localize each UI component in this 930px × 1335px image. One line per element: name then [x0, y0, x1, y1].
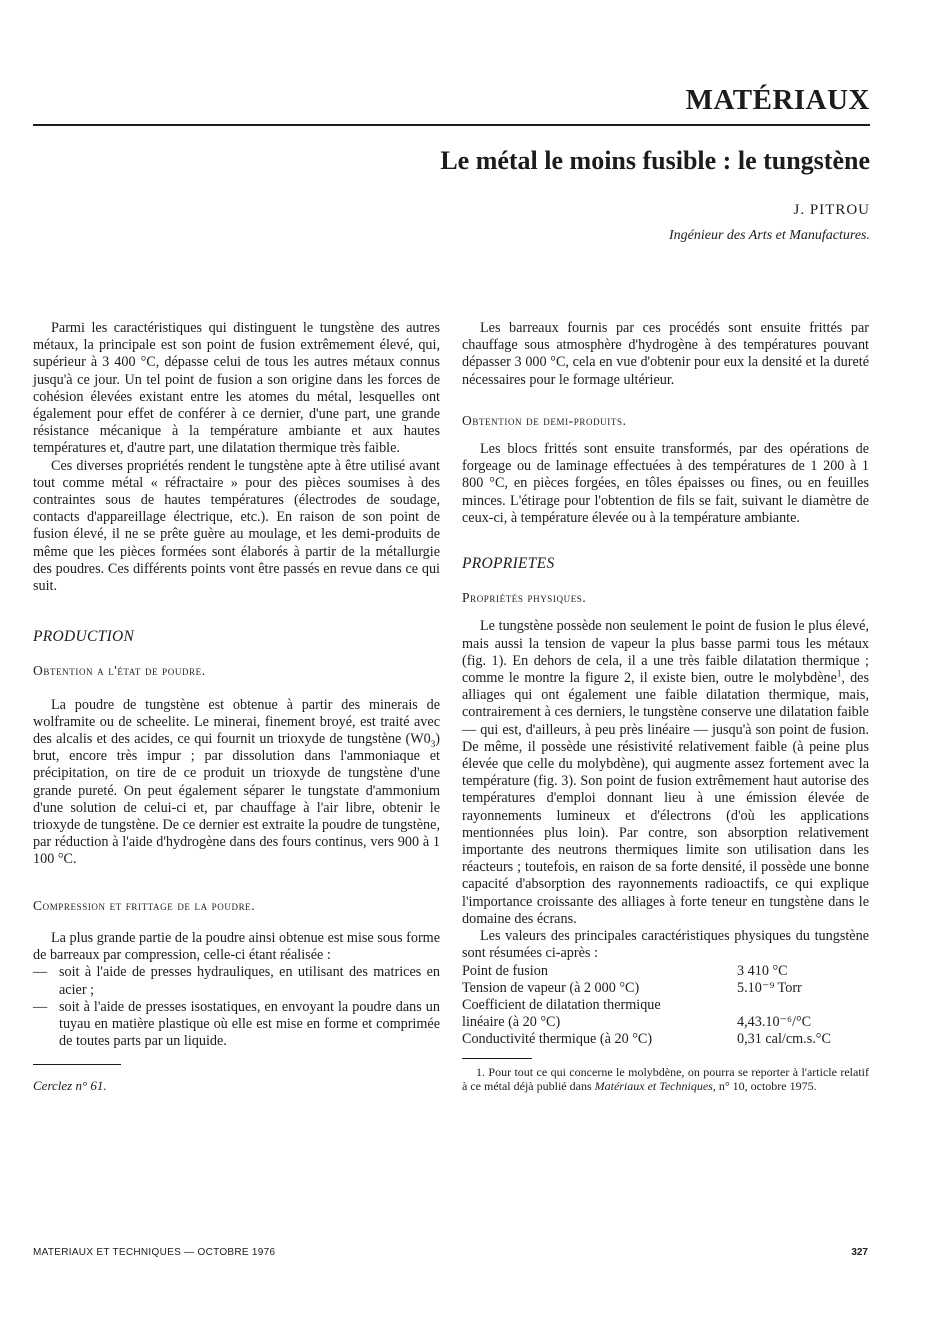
paragraph-frittage: Les barreaux fournis par ces procédés sont ensuite frittés par chauffage sous atmosphère d'hydrogène à des températures pouvant dépasser 3 000 °C, cela en vue d'obtenir pour eux la densité et la dureté nécessaires pour le formage ultérieur.	[462, 320, 869, 388]
subheading-demi-produits: Obtention de demi-produits.	[462, 412, 627, 428]
intro-paragraph-2: Ces diverses propriétés rendent le tungstène apte à être utilisé avant tout comme métal « réfractaire » pour des pièces soumises à des contraintes sous de hautes températures (électrodes de soudage, contacts d'appareillage électrique, etc.). En raison de son point de fusion élevé, il ne se prête guère au moulage, et les demi-produits de même que les pièces formées sont élaborés à partir de la métallurgie des poudres. Ces différents points vont être passés en revue dans ce qui suit.	[33, 457, 440, 595]
page-number: 327	[851, 1247, 868, 1258]
table-row: Tension de vapeur (à 2 000 °C) 5.10⁻⁹ Torr	[462, 979, 802, 996]
paragraph-compression: La plus grande partie de la poudre ainsi obtenue est mise sous forme de barreaux par compression, celle-ci étant réalisée :	[33, 929, 440, 964]
physical-properties-table	[462, 963, 869, 1048]
footnote-rule	[462, 1058, 532, 1059]
subheading-proprietes-physiques: Propriétés physiques.	[462, 590, 587, 606]
table-row: linéaire (à 20 °C) 4,43.10⁻⁶/°C	[462, 1013, 812, 1030]
left-column	[33, 320, 440, 1095]
heading-production: PRODUCTION	[33, 628, 135, 646]
column-rule	[33, 1064, 121, 1065]
intro-paragraph-1: Parmi les caractéristiques qui distinguent le tungstène des autres métaux, la principale est son point de fusion extrêmement élevé, qui, supérieur à 3 400 °C, dépasse celui de tous les autres métaux connus jusqu'à ce jour. Un tel point de fusion a son origine dans les forces de cohésion élevées existant entre les atomes du métal, lesquelles ont également pour effet de conférer à ce dernier, d'une part, une grande résistance mécanique à la température ambiante et aux hautes températures et, d'autre part, une dilatation thermique très faible.	[33, 320, 440, 457]
footnote: 1. Pour tout ce qui concerne le molybdène, on pourra se reporter à l'article relatif à ce métal déjà publié dans Matériaux et Techniques, n° 10, octobre 1975.	[462, 1064, 869, 1093]
right-column	[462, 320, 869, 1093]
article-title: Le métal le moins fusible : le tungstène	[440, 146, 870, 175]
subheading-poudre: Obtention a l'état de poudre.	[33, 663, 206, 679]
journal-footer: MATERIAUX ET TECHNIQUES — OCTOBRE 1976	[33, 1247, 276, 1258]
compression-methods-list	[33, 964, 440, 1050]
paragraph-proprietes: Le tungstène possède non seulement le point de fusion le plus élevé, mais aussi la tension de vapeur la plus basse parmi tous les métaux (fig. 1). En dehors de cela, il a une très faible dilatation thermique ; comme le montre la figure 2, il existe bien, outre le molybdène$^1$, des alliages qui ont également une faible dilatation thermique, mais, contrairement à ces derniers, le tungstène conserve une dilatation faible — qui est, d'ailleurs, à peu près linéaire — jusqu'à son point de fusion. De même, il possède une résistivité relativement faible (à peine plus élevée que celle du molybdène), qui augmente assez fortement avec la température (fig. 3). Son point de fusion extrêmement haut autorise des températures d'emploi donnant lieu à une émission élevée de rayonnements lumineux et d'électrons (d'où les applications mentionnées plus loin). Par contre, son absorption relativement importante des neutrons thermiques limite son utilisation dans les réacteurs ; toutefois, en raison de sa forte densité, il possède une bonne capacité d'absorption des rayonnements radioactifs, ce qui explique l'importance croissante des alliages à forte teneur en tungstène dans le domaine des écrans.	[462, 618, 869, 927]
section-title: MATÉRIAUX	[685, 84, 870, 116]
paragraph-poudre: La poudre de tungstène est obtenue à partir des minerais de wolframite ou de scheelite. Le minerai, finement broyé, est traité avec des alcalis et des acides, ce qui fournit un trioxyde de tungstène $(W0_3)$ brut, encore très impur ; par dissolution dans l'ammoniaque et précipitation, on tire de ce produit un trioxyde de tungstène d'une grande pureté. On peut également séparer le tungstate d'ammonium d'une solution de celui-ci et, par chauffage à l'air libre, obtenir le trioxyde de tungstène. De ce dernier est extraite la poudre de tungstène, par réduction à l'aide d'hydrogène dans des fours continus, vers 900 à 1 100 °C.	[33, 696, 440, 868]
header-rule	[33, 124, 870, 126]
heading-proprietes: PROPRIETES	[462, 555, 555, 573]
author: J. PITROU	[793, 202, 870, 218]
table-row: Coefficient de dilatation thermique	[462, 996, 661, 1013]
list-item: — soit à l'aide de presses isostatiques, en envoyant la poudre dans un tuyau en matière plastique où elle est mise en forme et comprimée de toutes parts par un liquide.	[33, 998, 440, 1050]
paragraph-demi-produits: Les blocs frittés sont ensuite transformés, par des opérations de forgeage ou de laminage effectuées à des températures de 1 200 à 1 800 °C, en pièces forgées, en tôles épaisses ou fines, ou en feuilles minces. L'étirage pour l'obtention de fils se fait, suivant le diamètre de ceux-ci, à température élevée ou à la température ambiante.	[462, 441, 869, 526]
paragraph-valeurs: Les valeurs des principales caractéristiques physiques du tungstène sont résumées ci-après :	[462, 928, 869, 962]
table-row: Point de fusion 3 410 °C	[462, 962, 788, 979]
author-affiliation: Ingénieur des Arts et Manufactures.	[668, 228, 870, 243]
subheading-compression: Compression et frittage de la poudre.	[33, 897, 256, 913]
table-row: Conductivité thermique (à 20 °C) 0,31 cal/cm.s.°C	[462, 1030, 831, 1047]
list-item: — soit à l'aide de presses hydrauliques, en utilisant des matrices en acier ;	[33, 964, 440, 998]
reader-service-number: Cerclez n° 61.	[33, 1078, 107, 1094]
